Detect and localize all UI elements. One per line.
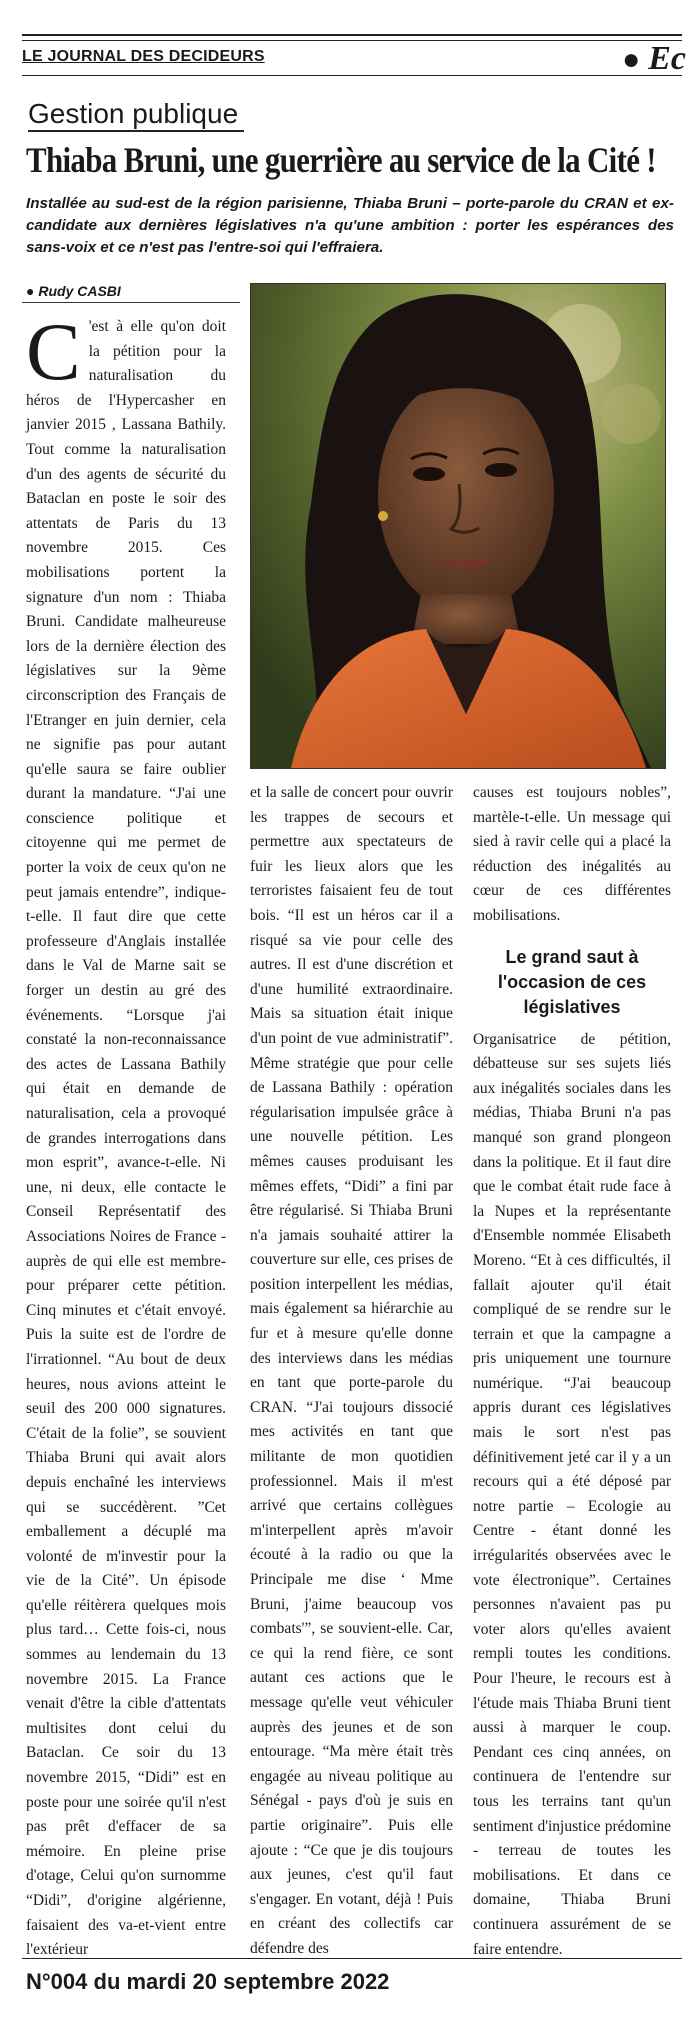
issue-line: N°004 du mardi 20 septembre 2022 (26, 1969, 390, 1994)
column-2-text: et la salle de concert pour ouvrir les trappes de secours et permettre aux spectateurs de fuir les lieux alors que les terroristes faisaient feu de tout bois. “Il est un héros car il a risqué sa vie pour celle des autres. Il est d'une discrétion et d'une humilité extraordinaire. Mais sa situation était inique d'un point de vue administratif”. Même stratégie que pour celle de Lassana Bathily : opération régularisation impulsée grâce à une nouvelle pétition. Les mêmes causes produisant les mêmes effets, “Didi” a fini par être régularisé. Si Thiaba Bruni n'a jamais souhaité attirer la couverture sur elle, ces prises de position interpellent les médias, mais également sa hiérarchie au fur et à mesure qu'elle donne des interviews dans les médias en tant que porte-parole du CRAN. “J'ai toujours dissocié mes activités en tant que militante de mon quotidien professionnel. Mais il m'est arrivé que certains collègues m'interpellent après m'avoir écouté à la radio ou que la Principale me dise ‘ Mme Bruni, j'aime beaucoup vos combats'”, se souvient-elle. Car, ce qui la rend fière, ce sont autant ces actions que le message qu'elle veut véhiculer auprès des jeunes et de son entourage. “Ma mère était très engagée au niveau politique au Sénégal - pays d'où je suis en partie originaire”. Puis elle ajoute : “Ce que je dis toujours aux jeunes, c'est qu'il faut s'engager. En votant, déjà ! Puis en créant des collectifs car défendre des (250, 784, 453, 1957)
portrait-photo (250, 283, 666, 769)
column-1-text: 'est à elle qu'on doit la pétition pour la naturalisation du héros de l'Hypercasher en janvier 2015 , Lassana Bathily. Tout comme la naturalisation d'un des agents de sécurité du Bataclan en poste le soir des attentats de Paris du 13 novembre 2015. Ces mobilisations portent la signature d'un nom : Thiaba Bruni. Candidate malheureuse lors de la dernière élection des législatives sur la 9ème circonscription des Français de l'Etranger en juin dernier, cela ne signifie pas pour autant qu'elle saura se faire oublier durant la mandature. “J'ai une conscience politique et citoyenne qui me permet de porter la voix de ceux qu'on ne peut jamais entendre”, indique-t-elle. Il faut dire que cette professeure d'Anglais installée dans le Val de Marne sait se forger un destin au gré des événements. “Lorsque j'ai constaté la non-reconnaissance des actes de Lassana Bathily qui était en demande de naturalisation, cela a provoqué de grandes interrogations dans mon esprit”, avance-t-elle. Ni une, ni deux, elle contacte le Conseil Représentatif des Associations Noires de France - auprès de qui elle est membre-pour préparer cette pétition. Cinq minutes et c'était envoyé. Puis la suite est de l'ordre de l'irrationnel. “Au bout de deux heures, nous avions atteint le seuil des 200 000 signatures. C'était de la folie”, se souvient Thiaba Bruni qui avait alors depuis enchaîné les interviews qui se succédèrent. ”Cet emballement a décuplé ma volonté de m'investir pour la vie de la Cité”. Un épisode qu'elle réitèrera quelques mois plus tard… Cette fois-ci, nous sommes au lendemain du 13 novembre 2015. La France venait d'être la cible d'attentats multisites dont celui du Bataclan. Ce soir du 13 novembre 2015, “Didi” est en poste pour une soirée qu'il n'est pas prêt d'effacer de sa mémoire. En pleine prise d'otage, Celui qu'on surnomme “Didi”, d'origine algérienne, faisaient des va-et-vient entre l'extérieur (26, 318, 226, 1959)
drop-cap: C (26, 306, 81, 397)
byline (26, 283, 121, 299)
column-3 (473, 781, 671, 1962)
top-rule-thin (22, 40, 682, 41)
header-rule (22, 75, 682, 76)
bullet-icon: ● (622, 43, 641, 76)
bullet-icon: ● (26, 283, 39, 299)
footer-rule (22, 1958, 682, 1959)
column-2 (250, 781, 453, 1962)
journal-name: LE JOURNAL DES DECIDEURS (22, 48, 265, 65)
section-kicker: Gestion publique (28, 98, 244, 132)
column-3-text: Organisatrice de pétition, débatteuse sur ses sujets liés aux inégalités sociales dans les médias, Thiaba Bruni n'a pas manqué son grand plongeon dans la politique. Et il faut dire que le combat était rude face à la Nupes et la représentante d'Ensemble nommée Elisabeth Moreno. “Et à ces difficultés, il fallait ajouter qu'il était compliqué de se rendre sur le terrain et que la campagne a pris uniquement une tournure numérique. “J'ai beaucoup appris durant ces législatives mais le sort n'est pas définitivement jeté car il y a un recours qui a été déposé par notre partie – Ecologie au Centre - étant donné les irrégularités observées avec le vote électronique”. Certaines personnes n'avaient pas pu voter alors qu'elles avaient rempli toutes les conditions. Pour l'heure, le recours est à l'étude mais Thiaba Bruni tient aussi à marquer le coup. Pendant ces cinq années, on continuera de l'entendre sur tous les terrains tant qu'un sentiment d'injustice prédomine - terreau de toutes les mobilisations. Et dans ce domaine, Thiaba Bruni continuera assurément de se faire entendre. (473, 1030, 671, 1958)
standfirst: Installée au sud-est de la région parisienne, Thiaba Bruni – porte-parole du CRAN et ex-candidate aux dernières législatives n'a qu'une ambition : porter les espérances des sans-voix et ce n'est pas l'entre-soi qui l'effraiera. (26, 195, 674, 256)
subheading: Le grand saut à l'occasion de ces législatives (497, 946, 647, 1017)
column-1 (26, 306, 226, 1963)
byline-author: Rudy CASBI (38, 283, 121, 299)
byline-rule (22, 302, 240, 303)
edition-banner (622, 40, 686, 78)
portrait-illustration (251, 284, 665, 768)
headline: Thiaba Bruni, une guerrière au service de la Cité ! (26, 140, 656, 180)
top-rule (22, 34, 682, 36)
column-3-intro: causes est toujours nobles”, martèle-t-elle. Un message qui sied à ravir celle qui a placé la réduction des inégalités au cœur de ces différentes mobilisations. (473, 784, 671, 924)
edition-fragment: Ec (648, 40, 686, 77)
